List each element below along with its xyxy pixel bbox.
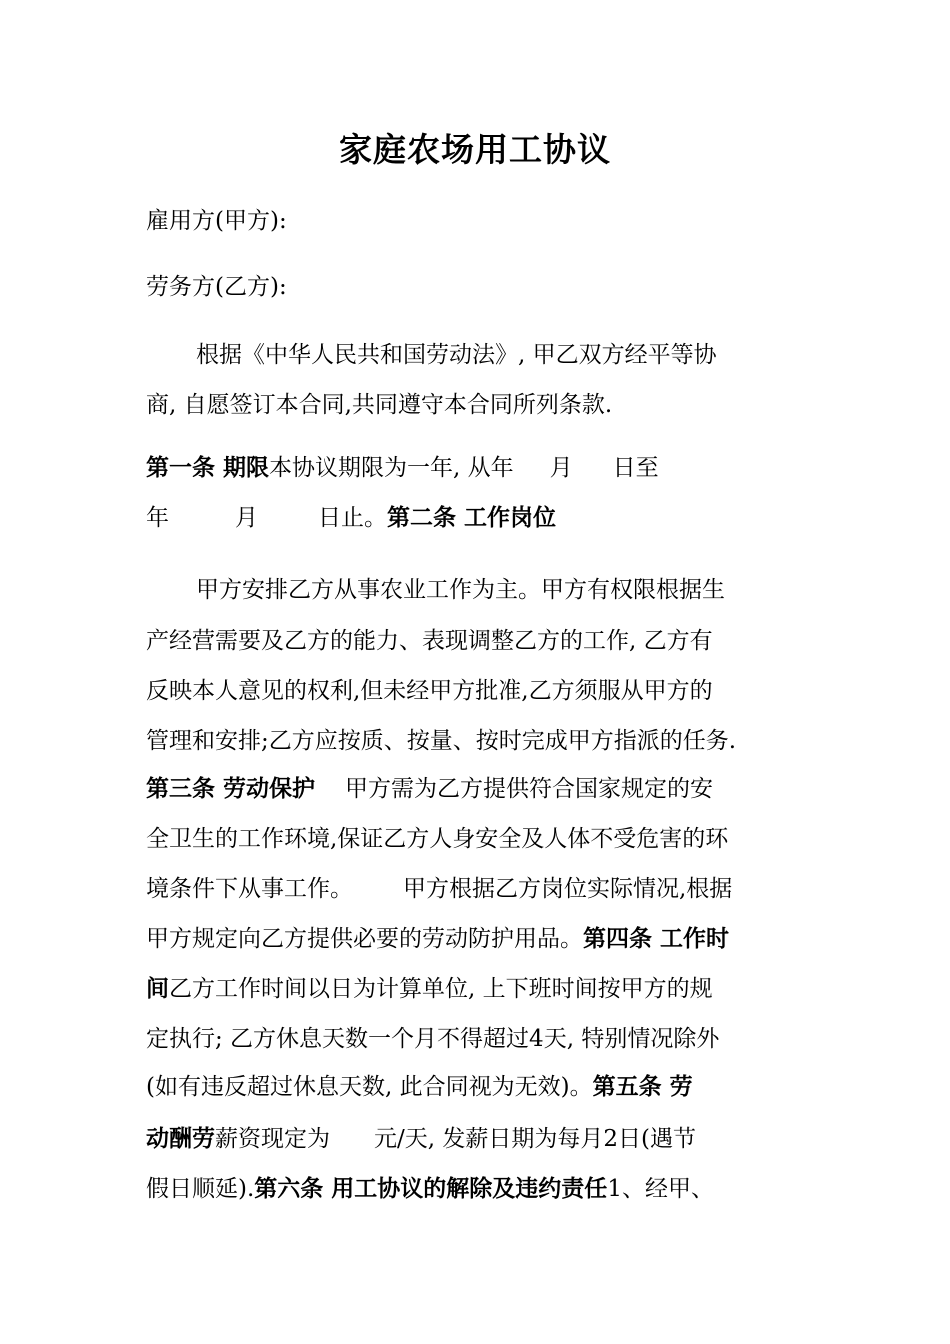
article-1-text-b: 月 bbox=[549, 455, 573, 481]
article-1-line-1 bbox=[146, 453, 659, 483]
article-3-line-1 bbox=[146, 774, 713, 804]
document-title: 家庭农场用工协议 bbox=[339, 130, 611, 169]
article-1-line2-b: 月 bbox=[235, 505, 258, 531]
article-6-heading: 第六条 用工协议的解除及违约责任 bbox=[254, 1175, 608, 1202]
article-4-line-2: 定执行; 乙方休息天数一个月不得超过4天, 特别情况除外 bbox=[146, 1026, 720, 1052]
article-5-line-2 bbox=[146, 1174, 714, 1204]
article-1-text-c: 日至 bbox=[612, 455, 659, 481]
article-5-heading-part-2: 动酬劳 bbox=[146, 1125, 215, 1152]
article-4-line-3 bbox=[146, 1072, 693, 1102]
article-3-line3-b: 甲方根据乙方岗位实际情况,根据 bbox=[403, 876, 733, 902]
article-4-heading-part-2: 间 bbox=[146, 975, 169, 1002]
article-5-text-b: 元/天, 发薪日期为每月2日(遇节 bbox=[374, 1126, 696, 1152]
article-5-line2-text: 假日顺延). bbox=[146, 1176, 255, 1202]
preamble-line-2: 商, 自愿签订本合同,共同遵守本合同所列条款. bbox=[146, 392, 613, 418]
article-1-line-2 bbox=[146, 503, 556, 533]
article-3-line1-text: 甲方需为乙方提供符合国家规定的安 bbox=[345, 776, 714, 802]
article-6-text: 1、经甲、 bbox=[607, 1176, 714, 1202]
article-2-line-4: 管理和安排;乙方应按质、按量、按时完成甲方指派的任务. bbox=[146, 728, 737, 754]
article-4-line1-text: 乙方工作时间以日为计算单位, 上下班时间按甲方的规 bbox=[169, 976, 713, 1002]
article-3-line-3 bbox=[146, 874, 732, 904]
article-3-line3-a: 境条件下从事工作。 bbox=[146, 876, 353, 902]
article-3-line-4 bbox=[146, 924, 729, 954]
article-4-heading-part-1: 第四条 工作时 bbox=[583, 925, 730, 952]
article-1-line2-a: 年 bbox=[146, 505, 169, 531]
article-2-line-3: 反映本人意见的权利,但未经甲方批准,乙方须服从甲方的 bbox=[146, 678, 713, 704]
article-4-line-1 bbox=[146, 974, 713, 1004]
article-5-text-a: 薪资现定为 bbox=[215, 1126, 330, 1152]
article-3-line-2: 全卫生的工作环境,保证乙方人身安全及人体不受危害的环 bbox=[146, 826, 729, 852]
worker-label: 劳务方(乙方): bbox=[146, 274, 287, 300]
article-4-line3-text: (如有违反超过休息天数, 此合同视为无效)。 bbox=[146, 1074, 593, 1100]
article-3-line4-text: 甲方规定向乙方提供必要的劳动防护用品。 bbox=[146, 926, 583, 952]
article-5-line-1 bbox=[146, 1124, 696, 1154]
article-5-heading-part-1: 第五条 劳 bbox=[592, 1073, 693, 1100]
article-1-heading: 第一条 期限 bbox=[146, 454, 270, 481]
preamble-line-1: 根据《中华人民共和国劳动法》, 甲乙双方经平等协 bbox=[196, 342, 717, 368]
article-1-line2-c: 日止。 bbox=[318, 505, 387, 531]
article-1-text-a: 本协议期限为一年, 从年 bbox=[269, 455, 514, 481]
article-2-line-2: 产经营需要及乙方的能力、表现调整乙方的工作, 乙方有 bbox=[146, 628, 713, 654]
article-2-heading: 第二条 工作岗位 bbox=[387, 504, 557, 531]
article-3-heading: 第三条 劳动保护 bbox=[146, 775, 316, 802]
article-2-line-1: 甲方安排乙方从事农业工作为主。甲方有权限根据生 bbox=[196, 577, 725, 603]
employer-label: 雇用方(甲方): bbox=[146, 208, 287, 234]
